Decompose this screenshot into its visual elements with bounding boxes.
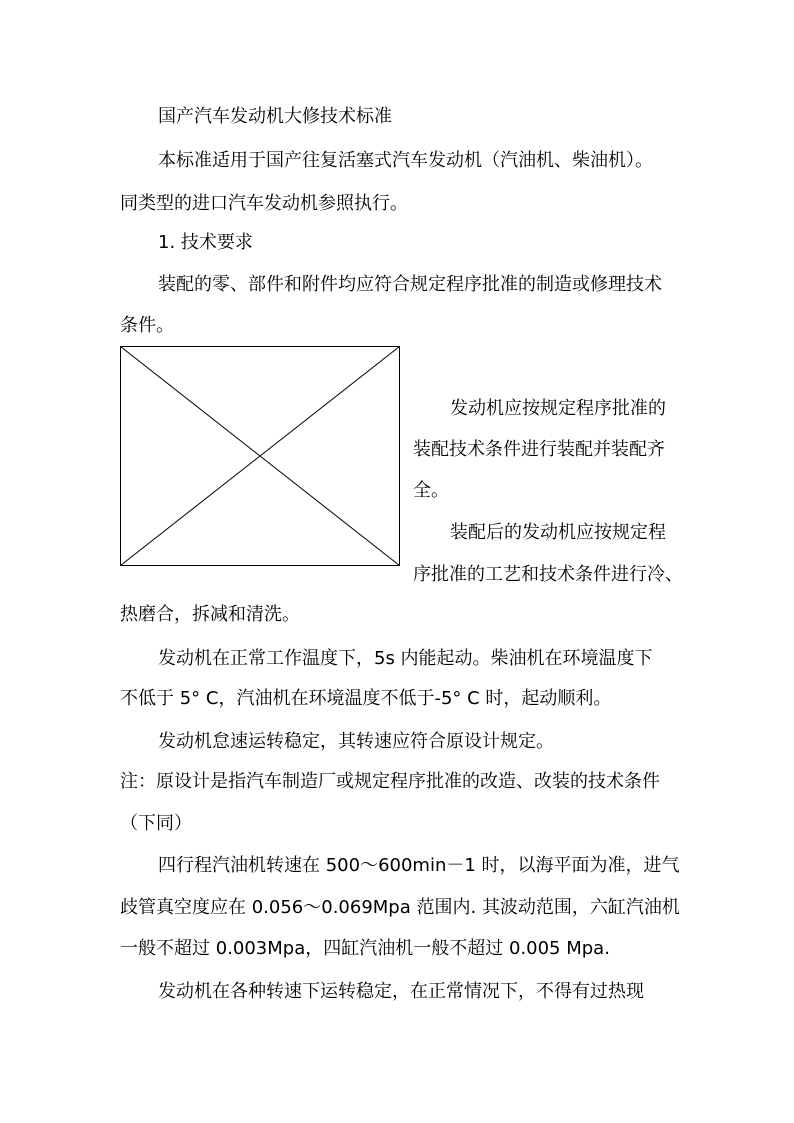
paragraph-line: 装配技术条件进行装配并装配齐 — [413, 439, 665, 460]
paragraph-line: 序批准的工艺和技术条件进行冷、 — [413, 564, 683, 585]
note-line: （下同） — [120, 813, 192, 834]
paragraph-line: 一般不超过 0.003Mpa，四缸汽油机一般不超过 0.005 Mpa. — [120, 938, 610, 959]
paragraph-line: 全。 — [413, 480, 449, 501]
section-heading: 1. 技术要求 — [158, 232, 253, 253]
paragraph-line: 四行程汽油机转速在 500～600min－1 时，以海平面为准，进气 — [158, 855, 680, 876]
paragraph-line: 装配的零、部件和附件均应符合规定程序批准的制造或修理技术 — [158, 274, 662, 295]
paragraph-line: 条件。 — [120, 315, 174, 336]
intro-text-line: 本标准适用于国产往复活塞式汽车发动机（汽油机、柴油机）。 — [158, 150, 653, 171]
paragraph-line: 歧管真空度应在 0.056～0.069Mpa 范围内. 其波动范围，六缸汽油机 — [120, 897, 680, 918]
image-placeholder — [120, 346, 400, 566]
paragraph-line: 发动机怠速运转稳定，其转速应符合原设计规定。 — [158, 731, 554, 752]
note-line: 注：原设计是指汽车制造厂或规定程序批准的改造、改装的技术条件 — [120, 771, 660, 792]
intro-text-line: 同类型的进口汽车发动机参照执行。 — [120, 193, 408, 214]
paragraph-line: 发动机在正常工作温度下，5s 内能起动。柴油机在环境温度下 — [158, 648, 653, 669]
paragraph-line: 热磨合，拆减和清洗。 — [120, 604, 300, 625]
paragraph-line: 发动机应按规定程序批准的 — [450, 398, 666, 419]
paragraph-line: 装配后的发动机应按规定程 — [450, 522, 666, 543]
document-title: 国产汽车发动机大修技术标准 — [158, 106, 392, 127]
paragraph-line: 发动机在各种转速下运转稳定，在正常情况下，不得有过热现 — [158, 981, 644, 1002]
paragraph-line: 不低于 5° C，汽油机在环境温度不低于-5° C 时，起动顺利。 — [120, 688, 612, 709]
image-placeholder-icon — [120, 346, 400, 566]
